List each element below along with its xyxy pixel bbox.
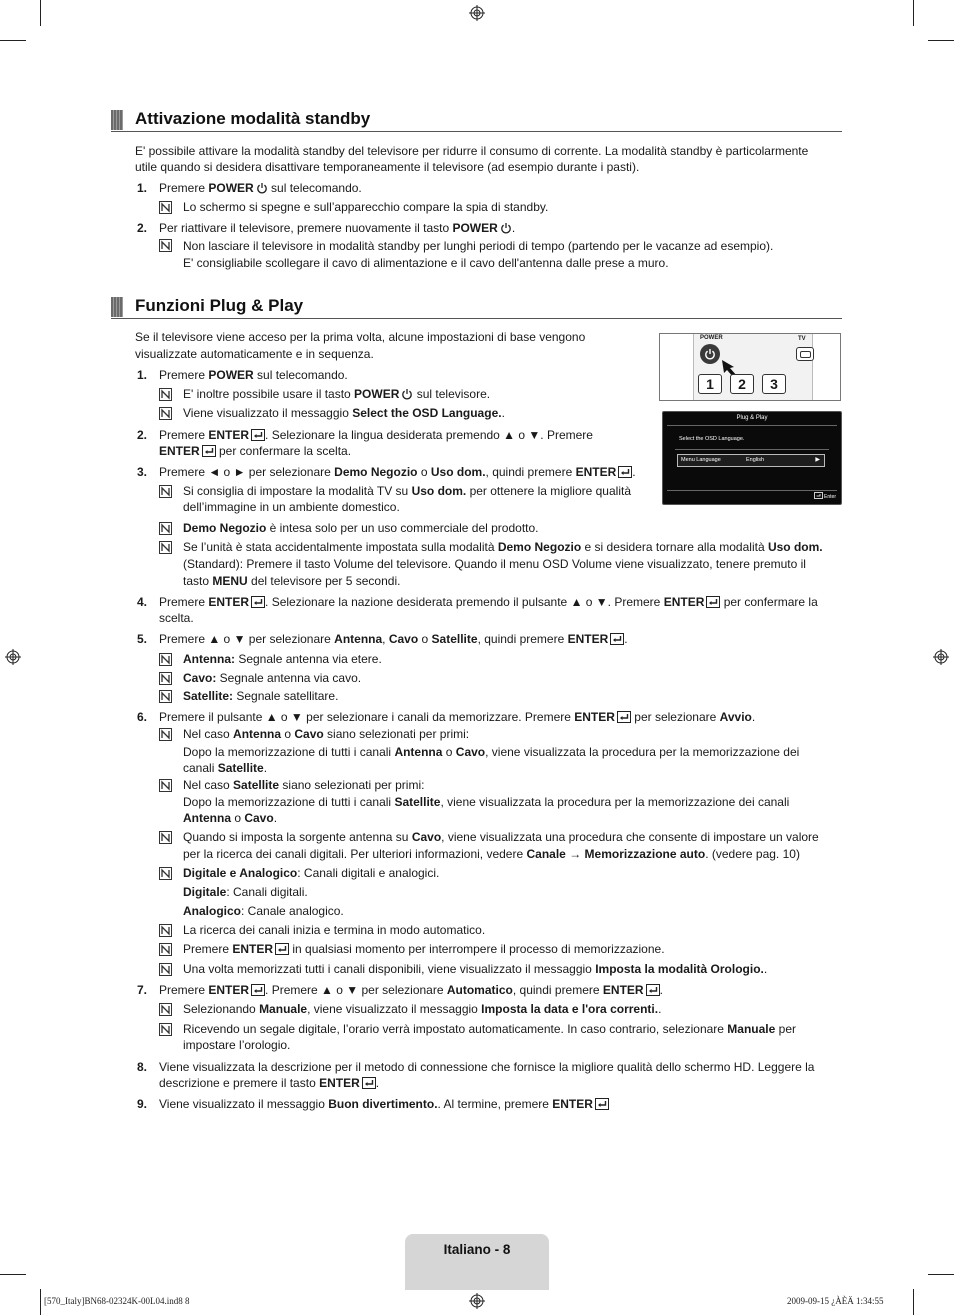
step-text: Premere ENTER . Selezionare la lingua desiderata premendo ▲ o ▼. Premere (159, 428, 593, 442)
note-icon (159, 388, 172, 401)
osd-title: Plug & Play (736, 415, 768, 421)
note-text: Nel caso Satellite siano selezionati per primi: (183, 778, 425, 792)
heading-bar (111, 110, 123, 130)
note-text: Dopo la memorizzazione di tutti i canali Antenna o Cavo, viene visualizzata la procedura per la memorizzazione dei (183, 745, 800, 759)
step-text: Premere il pulsante ▲ o ▼ per selezionare i canali da memorizzare. Premere ENTER per selezionare Avvio. (159, 710, 756, 724)
osd-menu-value: English (746, 457, 765, 463)
enter-icon (595, 1098, 609, 1110)
enter-icon (251, 596, 265, 608)
note-text: Non lasciare il televisore in modalità standby per lunghi periodi di tempo (partendo per le vacanze ad esempio). (183, 239, 774, 253)
power-icon (500, 222, 512, 234)
note-text: Si consiglia di impostare la modalità TV su Uso dom. per ottenere la migliore qualità (183, 484, 631, 498)
registration-mark-icon (469, 5, 485, 21)
note-text: canali Satellite. (183, 761, 268, 775)
note-text: Una volta memorizzati tutti i canali disponibili, viene visualizzato il messaggio Imposta la modalità Orologio.. (183, 962, 768, 976)
note-icon (159, 239, 172, 252)
step-number: 1. (137, 368, 148, 382)
enter-icon (618, 466, 632, 478)
step-number: 6. (137, 710, 148, 724)
note-icon (159, 963, 172, 976)
note-text: La ricerca dei canali inizia e termina in modo automatico. (183, 923, 486, 937)
crop-mark (40, 0, 41, 26)
note-text: Selezionando Manuale, viene visualizzato il messaggio Imposta la data e l'ora correnti.. (183, 1002, 662, 1016)
crop-mark (928, 40, 954, 41)
registration-mark-icon (469, 1293, 485, 1309)
note-icon (159, 485, 172, 498)
note-icon (159, 924, 172, 937)
step-number: 9. (137, 1097, 148, 1111)
osd-right-arrow-icon: ▶ (815, 457, 820, 463)
note-text: Ricevendo un segale digitale, l’orario verrà impostato automaticamente. In caso contrario, selezionare Manuale per (183, 1022, 796, 1036)
intro-line: E' possibile attivare la modalità standby del televisore per ridurre il consumo di corrente. La modalità standby è particolarmente (135, 144, 809, 158)
intro-line: utile quando si desidera disattivare temporaneamente il televisore (ad esempio durante i pasti). (135, 160, 640, 174)
section-heading-plug-and-play (111, 296, 842, 319)
tv-key (796, 347, 814, 361)
enter-icon (706, 596, 720, 608)
note-icon (159, 1003, 172, 1016)
intro-line: visualizzate automaticamente e in sequenza. (135, 347, 374, 361)
note-text: E' consigliabile scollegare il cavo di alimentazione e il cavo dell'antenna dalle prese a muro. (183, 256, 669, 270)
note-text: Antenna: Segnale antenna via etere. (183, 652, 382, 666)
note-text: Antenna o Cavo. (183, 811, 278, 825)
section-title: Attivazione modalità standby (135, 109, 371, 128)
osd-prompt: Select the OSD Language. (679, 436, 745, 442)
page-number-tab (405, 1234, 549, 1290)
osd-divider (675, 449, 829, 450)
step-text: Premere POWER sul telecomando. (159, 181, 362, 195)
step-text: scelta. (159, 611, 194, 625)
step-number: 2. (137, 221, 148, 235)
power-key-label: POWER (700, 335, 723, 341)
step-number: 1. (137, 181, 148, 195)
step-number: 4. (137, 595, 148, 609)
note-text: Demo Negozio è intesa solo per un uso commerciale del prodotto. (183, 521, 539, 535)
note-text: Analogico: Canale analogico. (183, 904, 344, 918)
note-text: Se l’unità è stata accidentalmente impostata sulla modalità Demo Negozio e si desidera tornare alla modalità Uso dom. (183, 540, 823, 554)
enter-icon (251, 984, 265, 996)
power-icon (256, 182, 268, 194)
note-text: Digitale e Analogico: Canali digitali e analogici. (183, 866, 440, 880)
enter-icon (362, 1077, 376, 1089)
print-slug-left: [570_Italy]BN68-02324K-00L04.ind8 8 (44, 1296, 190, 1306)
note-text: Digitale: Canali digitali. (183, 885, 308, 899)
power-icon (401, 388, 413, 400)
step-text: descrizione e premere il tasto ENTER . (159, 1076, 380, 1090)
note-text: Premere ENTER in qualsiasi momento per interrompere il processo di memorizzazione. (183, 942, 665, 956)
crop-mark (928, 1274, 954, 1275)
enter-icon (814, 492, 823, 499)
note-icon (159, 407, 172, 420)
osd-menu-language-row (677, 454, 825, 467)
step-text: Viene visualizzata la descrizione per il metodo di connessione che fornisce la migliore qualità dello schermo HD. Leggere la (159, 1060, 815, 1074)
step-text: ENTER per confermare la scelta. (159, 444, 352, 458)
step-number: 3. (137, 465, 148, 479)
note-text: tasto MENU del televisore per 5 secondi. (183, 574, 401, 588)
step-text: Per riattivare il televisore, premere nuovamente il tasto POWER . (159, 221, 516, 235)
note-icon (159, 779, 172, 792)
step-text: Premere ◄ o ► per selezionare Demo Negozio o Uso dom., quindi premere ENTER . (159, 465, 636, 479)
enter-icon (275, 943, 289, 955)
number-key-1: 1 (698, 374, 722, 394)
osd-divider (667, 425, 837, 426)
step-text: Viene visualizzato il messaggio Buon divertimento.. Al termine, premere ENTER (159, 1096, 609, 1113)
enter-icon (610, 633, 624, 645)
crop-mark (40, 1289, 41, 1315)
page-number: Italiano - 8 (443, 1242, 511, 1257)
step-text: Premere ENTER . Selezionare la nazione desiderata premendo il pulsante ▲ o ▼. Premere ENTER per confermare la (159, 595, 818, 609)
note-text: Viene visualizzato il messaggio Select the OSD Language.. (183, 406, 505, 420)
note-icon (159, 943, 172, 956)
tv-key-symbol (800, 351, 811, 358)
step-number: 2. (137, 428, 148, 442)
step-number: 5. (137, 632, 148, 646)
step-text: Premere POWER sul telecomando. (159, 368, 348, 382)
tv-key-label: TV (798, 336, 806, 342)
crop-mark (0, 40, 26, 41)
enter-icon (646, 984, 660, 996)
crop-mark (913, 1289, 914, 1315)
note-text: Cavo: Segnale antenna via cavo. (183, 671, 362, 685)
print-slug-right: 2009-09-15 ¿ÀÈÄ 1:34:55 (787, 1296, 884, 1306)
note-text: (Standard): Premere il tasto Volume del televisore. Quando il menu OSD Volume viene visualizzato, tenere premuto il (183, 557, 806, 571)
power-icon (704, 348, 716, 360)
note-icon (159, 867, 172, 880)
note-icon (159, 1023, 172, 1036)
section-title: Funzioni Plug & Play (135, 296, 304, 315)
intro-line: Se il televisore viene acceso per la prima volta, alcune impostazioni di base vengono (135, 330, 586, 344)
note-icon (159, 690, 172, 703)
note-icon (159, 672, 172, 685)
enter-icon (251, 429, 265, 441)
note-text: per la ricerca dei canali digitali. Per ulteriori informazioni, vedere Canale → Memorizzazione auto. (vedere pag. 10) (183, 847, 800, 861)
step-number: 7. (137, 983, 148, 997)
note-text: E' inoltre possibile usare il tasto POWER sul televisore. (183, 387, 491, 401)
note-text: Satellite: Segnale satellitare. (183, 689, 339, 703)
note-text: Dopo la memorizzazione di tutti i canali Satellite, viene visualizzata la procedura per la memorizzazione dei canali (183, 795, 790, 809)
note-text: impostare l’orologio. (183, 1038, 291, 1052)
osd-plug-and-play-screen (662, 411, 842, 505)
note-text: Nel caso Antenna o Cavo siano selezionati per primi: (183, 727, 470, 741)
registration-mark-icon (933, 649, 949, 665)
crop-mark (913, 0, 914, 26)
enter-icon (202, 445, 216, 457)
note-text: Lo schermo si spegne e sull’apparecchio compare la spia di standby. (183, 200, 549, 214)
osd-divider (667, 490, 837, 491)
crop-mark (0, 1274, 26, 1275)
note-text: dell’immagine in un ambiente domestico. (183, 500, 400, 514)
note-icon (159, 201, 172, 214)
registration-mark-icon (5, 649, 21, 665)
note-icon (159, 541, 172, 554)
osd-menu-key: Menu Language (681, 457, 721, 463)
note-icon (159, 653, 172, 666)
note-text: Quando si imposta la sorgente antenna su Cavo, viene visualizzata una procedura che consente di impostare un valore (183, 830, 819, 844)
remote-body (693, 334, 813, 400)
remote-control-illustration (659, 333, 841, 401)
section-heading-standby (111, 109, 842, 132)
number-key-2: 2 (730, 374, 754, 394)
note-icon (159, 522, 172, 535)
number-key-3: 3 (762, 374, 786, 394)
osd-enter-hint: Enter (814, 492, 836, 501)
step-text: Premere ENTER . Premere ▲ o ▼ per selezionare Automatico, quindi premere ENTER . (159, 983, 663, 997)
step-text: Premere ▲ o ▼ per selezionare Antenna, Cavo o Satellite, quindi premere ENTER . (159, 632, 628, 646)
power-key (700, 344, 720, 364)
step-number: 8. (137, 1060, 148, 1074)
note-icon (159, 728, 172, 741)
heading-bar (111, 297, 123, 317)
note-icon (159, 831, 172, 844)
enter-icon (617, 711, 631, 723)
